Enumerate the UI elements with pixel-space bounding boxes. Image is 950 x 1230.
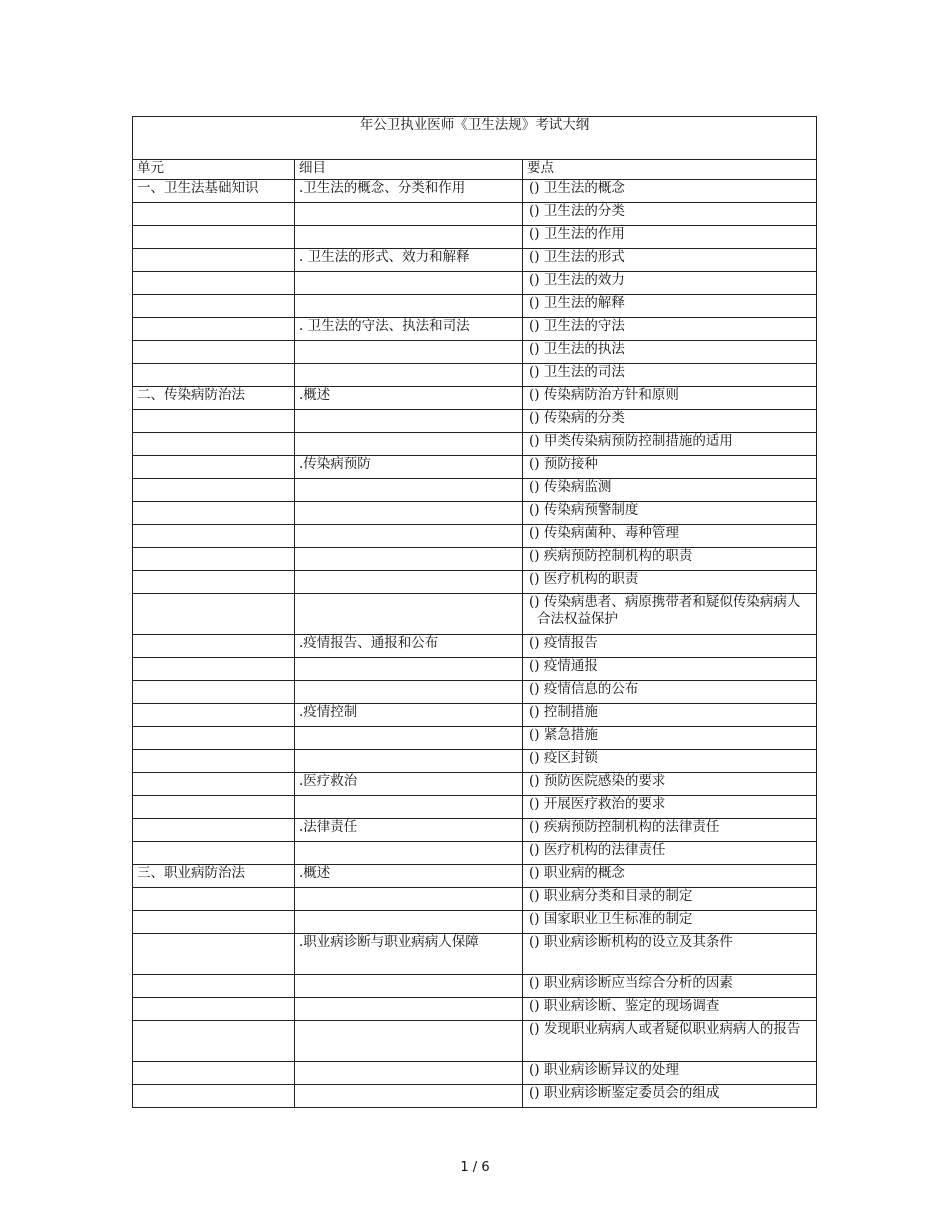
table-row xyxy=(133,318,817,341)
item-cell: .疫情报告、通报和公布 xyxy=(295,635,523,658)
table-row xyxy=(133,502,817,525)
item-cell xyxy=(295,502,523,525)
unit-cell xyxy=(133,911,295,934)
table-row xyxy=(133,819,817,842)
title-row xyxy=(133,117,817,160)
item-cell xyxy=(295,796,523,819)
point-cell: () 开展医疗救治的要求 xyxy=(523,796,817,819)
item-cell xyxy=(295,433,523,456)
unit-cell xyxy=(133,998,295,1021)
unit-cell: 三、职业病防治法 xyxy=(133,865,295,888)
table-row xyxy=(133,272,817,295)
table-row xyxy=(133,571,817,594)
table-row xyxy=(133,635,817,658)
item-cell xyxy=(295,842,523,865)
item-cell xyxy=(295,888,523,911)
point-cell: () 卫生法的执法 xyxy=(523,341,817,364)
unit-cell xyxy=(133,249,295,272)
point-cell: () 职业病诊断、鉴定的现场调查 xyxy=(523,998,817,1021)
item-cell: .疫情控制 xyxy=(295,704,523,727)
unit-cell xyxy=(133,934,295,975)
unit-cell xyxy=(133,1085,295,1108)
table-row xyxy=(133,911,817,934)
item-cell xyxy=(295,658,523,681)
unit-cell xyxy=(133,364,295,387)
table-row xyxy=(133,658,817,681)
unit-cell xyxy=(133,433,295,456)
point-cell: () 传染病的分类 xyxy=(523,410,817,433)
header-item: 细目 xyxy=(295,160,523,180)
point-cell: () 国家职业卫生标准的制定 xyxy=(523,911,817,934)
unit-cell xyxy=(133,410,295,433)
unit-cell xyxy=(133,203,295,226)
item-cell xyxy=(295,410,523,433)
point-cell: () 紧急措施 xyxy=(523,727,817,750)
table-row xyxy=(133,842,817,865)
item-cell xyxy=(295,548,523,571)
unit-cell xyxy=(133,571,295,594)
point-cell: () 疾病预防控制机构的职责 xyxy=(523,548,817,571)
item-cell xyxy=(295,727,523,750)
unit-cell xyxy=(133,888,295,911)
item-cell xyxy=(295,681,523,704)
item-cell xyxy=(295,479,523,502)
point-cell: () 职业病的概念 xyxy=(523,865,817,888)
point-cell: () 职业病诊断鉴定委员会的组成 xyxy=(523,1085,817,1108)
item-cell: .职业病诊断与职业病病人保障 xyxy=(295,934,523,975)
item-cell xyxy=(295,911,523,934)
unit-cell xyxy=(133,796,295,819)
item-cell: .法律责任 xyxy=(295,819,523,842)
unit-cell xyxy=(133,750,295,773)
point-cell: () 疫情通报 xyxy=(523,658,817,681)
point-cell: () 疾病预防控制机构的法律责任 xyxy=(523,819,817,842)
table-row xyxy=(133,681,817,704)
table-row xyxy=(133,888,817,911)
point-cell: () 传染病监测 xyxy=(523,479,817,502)
unit-cell xyxy=(133,525,295,548)
point-cell: () 职业病分类和目录的制定 xyxy=(523,888,817,911)
item-cell xyxy=(295,1021,523,1062)
table-row xyxy=(133,456,817,479)
item-cell: .医疗救治 xyxy=(295,773,523,796)
unit-cell xyxy=(133,456,295,479)
item-cell xyxy=(295,1062,523,1085)
item-cell xyxy=(295,1085,523,1108)
unit-cell xyxy=(133,548,295,571)
unit-cell xyxy=(133,479,295,502)
header-point: 要点 xyxy=(523,160,817,180)
item-cell: .传染病预防 xyxy=(295,456,523,479)
table-row xyxy=(133,433,817,456)
item-cell: .概述 xyxy=(295,387,523,410)
header-row xyxy=(133,160,817,180)
unit-cell xyxy=(133,842,295,865)
table-row xyxy=(133,865,817,888)
point-cell: () 传染病防治方针和原则 xyxy=(523,387,817,410)
item-cell xyxy=(295,571,523,594)
point-cell: () 职业病诊断异议的处理 xyxy=(523,1062,817,1085)
point-cell: () 医疗机构的法律责任 xyxy=(523,842,817,865)
item-cell: . 卫生法的形式、效力和解释 xyxy=(295,249,523,272)
unit-cell xyxy=(133,295,295,318)
unit-cell xyxy=(133,318,295,341)
item-cell xyxy=(295,295,523,318)
item-cell xyxy=(295,750,523,773)
point-cell: () 疫区封锁 xyxy=(523,750,817,773)
point-cell: () 卫生法的形式 xyxy=(523,249,817,272)
item-cell xyxy=(295,272,523,295)
exam-outline-table xyxy=(132,116,817,1108)
item-cell xyxy=(295,203,523,226)
unit-cell xyxy=(133,975,295,998)
unit-cell xyxy=(133,226,295,249)
point-cell: () 甲类传染病预防控制措施的适用 xyxy=(523,433,817,456)
table-row xyxy=(133,796,817,819)
table-row xyxy=(133,548,817,571)
point-cell: () 预防接种 xyxy=(523,456,817,479)
document-title: 年公卫执业医师《卫生法规》考试大纲 xyxy=(133,117,817,160)
table-row xyxy=(133,364,817,387)
table-row xyxy=(133,727,817,750)
item-cell xyxy=(295,226,523,249)
unit-cell xyxy=(133,773,295,796)
point-cell: () 疫情报告 xyxy=(523,635,817,658)
point-cell: () 传染病预警制度 xyxy=(523,502,817,525)
unit-cell xyxy=(133,704,295,727)
table-row xyxy=(133,525,817,548)
point-cell: () 卫生法的概念 xyxy=(523,180,817,203)
table-row xyxy=(133,180,817,203)
item-cell xyxy=(295,341,523,364)
table-row xyxy=(133,387,817,410)
unit-cell xyxy=(133,819,295,842)
point-cell: () 预防医院感染的要求 xyxy=(523,773,817,796)
point-cell: () 疫情信息的公布 xyxy=(523,681,817,704)
item-cell xyxy=(295,525,523,548)
unit-cell xyxy=(133,1062,295,1085)
point-cell: () 卫生法的作用 xyxy=(523,226,817,249)
item-cell: . 卫生法的守法、执法和司法 xyxy=(295,318,523,341)
unit-cell xyxy=(133,635,295,658)
page-indicator: 1 / 6 xyxy=(460,1160,490,1175)
point-cell: () 传染病患者、病原携带者和疑似传染病病人合法权益保护 xyxy=(523,594,817,635)
header-unit: 单元 xyxy=(133,160,295,180)
table-row xyxy=(133,249,817,272)
point-cell: () 卫生法的效力 xyxy=(523,272,817,295)
table-row xyxy=(133,594,817,635)
item-cell xyxy=(295,998,523,1021)
unit-cell xyxy=(133,594,295,635)
point-cell: () 传染病菌种、毒种管理 xyxy=(523,525,817,548)
table-row xyxy=(133,341,817,364)
table-row xyxy=(133,1085,817,1108)
point-cell: () 卫生法的守法 xyxy=(523,318,817,341)
item-cell: .概述 xyxy=(295,865,523,888)
table-row xyxy=(133,704,817,727)
table-row xyxy=(133,934,817,975)
table-row xyxy=(133,773,817,796)
item-cell: .卫生法的概念、分类和作用 xyxy=(295,180,523,203)
unit-cell xyxy=(133,727,295,750)
table-row xyxy=(133,975,817,998)
table-row xyxy=(133,479,817,502)
table-row xyxy=(133,1062,817,1085)
table-row xyxy=(133,226,817,249)
unit-cell xyxy=(133,681,295,704)
unit-cell xyxy=(133,658,295,681)
table-row xyxy=(133,1021,817,1062)
unit-cell: 一、卫生法基础知识 xyxy=(133,180,295,203)
item-cell xyxy=(295,364,523,387)
point-cell: () 卫生法的司法 xyxy=(523,364,817,387)
table-row xyxy=(133,998,817,1021)
unit-cell xyxy=(133,341,295,364)
unit-cell xyxy=(133,272,295,295)
table-row xyxy=(133,750,817,773)
point-cell: () 控制措施 xyxy=(523,704,817,727)
table-row xyxy=(133,203,817,226)
point-cell: () 卫生法的解释 xyxy=(523,295,817,318)
item-cell xyxy=(295,594,523,635)
item-cell xyxy=(295,975,523,998)
point-cell: () 卫生法的分类 xyxy=(523,203,817,226)
unit-cell: 二、传染病防治法 xyxy=(133,387,295,410)
point-cell: () 医疗机构的职责 xyxy=(523,571,817,594)
point-cell: () 职业病诊断机构的设立及其条件 xyxy=(523,934,817,975)
table-row xyxy=(133,295,817,318)
unit-cell xyxy=(133,502,295,525)
point-cell: () 职业病诊断应当综合分析的因素 xyxy=(523,975,817,998)
table-row xyxy=(133,410,817,433)
point-cell: () 发现职业病病人或者疑似职业病病人的报告 xyxy=(523,1021,817,1062)
outline-table-body xyxy=(133,117,817,1108)
unit-cell xyxy=(133,1021,295,1062)
